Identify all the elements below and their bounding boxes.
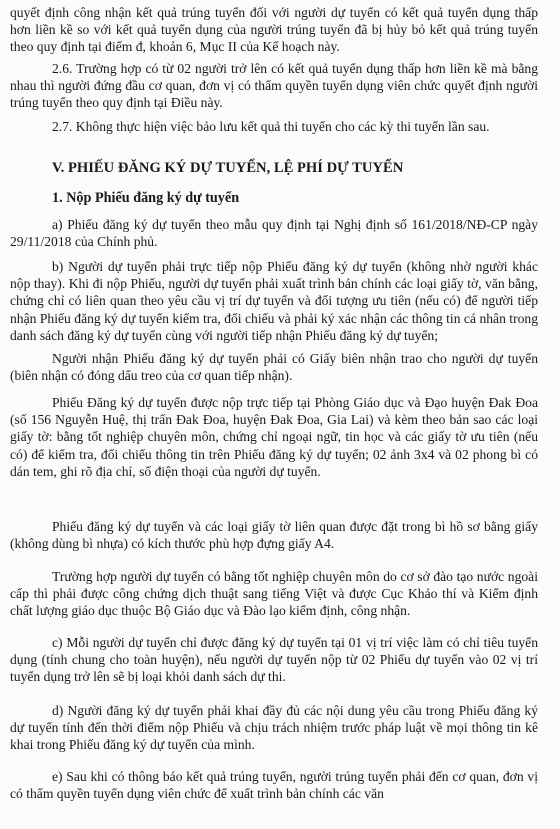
paragraph-2-7: 2.7. Không thực hiện việc bảo lưu kết quả thi tuyển cho các kỳ thi tuyển lần sau. [52,119,490,134]
paragraph-item-c: c) Mỗi người dự tuyển chỉ được đăng ký dự tuyển tại 01 vị trí việc làm có chỉ tiêu tuyển dụng (tính chung cho toàn huyện), nếu người dự tuyển nộp từ 02 Phiếu dự tuyển vào 02 vị trí tuyển dụng trở lên sẽ bị loại khỏi danh sách dự thi. [10,635,538,685]
paragraph-item-b: b) Người dự tuyển phải trực tiếp nộp Phiếu đăng ký dự tuyển (không nhờ người khác nộp thay). Khi đi nộp Phiếu, người dự tuyển phải xuất trình bản chính các loại giấy tờ, văn bằng, chứng chỉ có liên quan theo yêu cầu vị trí dự tuyển và đối tượng ưu tiên (nếu có) để người tiếp nhận Phiếu đăng ký dự tuyển kiểm tra, đối chiếu và phải ký xác nhận các thông tin cá nhân trong danh sách đăng ký dự tuyển cùng với người tiếp nhận Phiếu đăng ký dự tuyển; [10,259,538,343]
subheading: 1. Nộp Phiếu đăng ký dự tuyển [52,190,240,206]
paragraph-item-d: d) Người đăng ký dự tuyển phải khai đầy đủ các nội dung yêu cầu trong Phiếu đăng ký dự tuyển tính đến thời điểm nộp Phiếu và chịu trách nhiệm trước pháp luật về mọi thông tin kê khai trong Phiếu đăng ký dự tuyển của mình. [10,703,538,753]
paragraph-envelope: Phiếu đăng ký dự tuyển và các loại giấy tờ liên quan được đặt trong bì hồ sơ bằng giấy (không dùng bì nhựa) có kích thước phù hợp đựng giấy A4. [10,519,538,552]
paragraph-2-6: 2.6. Trường hợp có từ 02 người trở lên có kết quả tuyển dụng thấp hơn liền kề mà bằng nhau thì người đứng đầu cơ quan, đơn vị có thẩm quyền tuyển dụng viên chức quyết định người trúng tuyển theo quy định tại Điều này. [10,61,538,111]
paragraph-item-a: a) Phiếu đăng ký dự tuyển theo mẫu quy định tại Nghị định số 161/2018/NĐ-CP ngày 29/11/2018 của Chính phủ. [10,217,538,250]
paragraph-item-e: e) Sau khi có thông báo kết quả trúng tuyển, người trúng tuyển phải đến cơ quan, đơn vị có thẩm quyền tuyển dụng viên chức để xuất trình bản chính các văn [10,769,538,802]
paragraph-foreign-degree: Trường hợp người dự tuyển có bằng tốt nghiệp chuyên môn do cơ sở đào tạo nước ngoài cấp thì phải được công chứng dịch thuật sang tiếng Việt và được Cục Khảo thí và Kiểm định chất lượng giáo dục thuộc Bộ Giáo dục và Đào lạo kiểm định, công nhận. [10,569,538,619]
paragraph-submission-location: Phiếu Đăng ký dự tuyển được nộp trực tiếp tại Phòng Giáo dục và Đạo huyện Đak Đoa (số 156 Nguyễn Huệ, thị trấn Đak Đoa, huyện Đak Đoa, Gia Lai) và kèm theo bản sao các loại giấy tờ: bằng tốt nghiệp chuyên môn, chứng chỉ ngoại ngữ, tin học và các giấy tờ ưu tiên (nếu có) để kiểm tra, đối chiếu thông tin trên Phiếu đăng ký dự tuyển; 02 ảnh 3x4 và 02 phong bì có dán tem, ghi rõ địa chỉ, số điện thoại của người dự tuyển. [10,395,538,479]
section-heading: V. PHIẾU ĐĂNG KÝ DỰ TUYỂN, LỆ PHÍ DỰ TUYỂN [52,160,404,176]
paragraph-continuation: quyết định công nhận kết quả trúng tuyển đối với người dự tuyển có kết quả tuyển dụng thấp hơn liền kề so với kết quả tuyển dụng của người trúng tuyển đã bị hủy bỏ kết quả trúng tuyển theo quy định tại điểm đ, khoản 6, Mục II của Kế hoạch này. [10,5,538,55]
paragraph-receipt: Người nhận Phiếu đăng ký dự tuyển phải có Giấy biên nhận trao cho người dự tuyển (biên nhận có đóng dấu treo của cơ quan tiếp nhận). [10,351,538,384]
